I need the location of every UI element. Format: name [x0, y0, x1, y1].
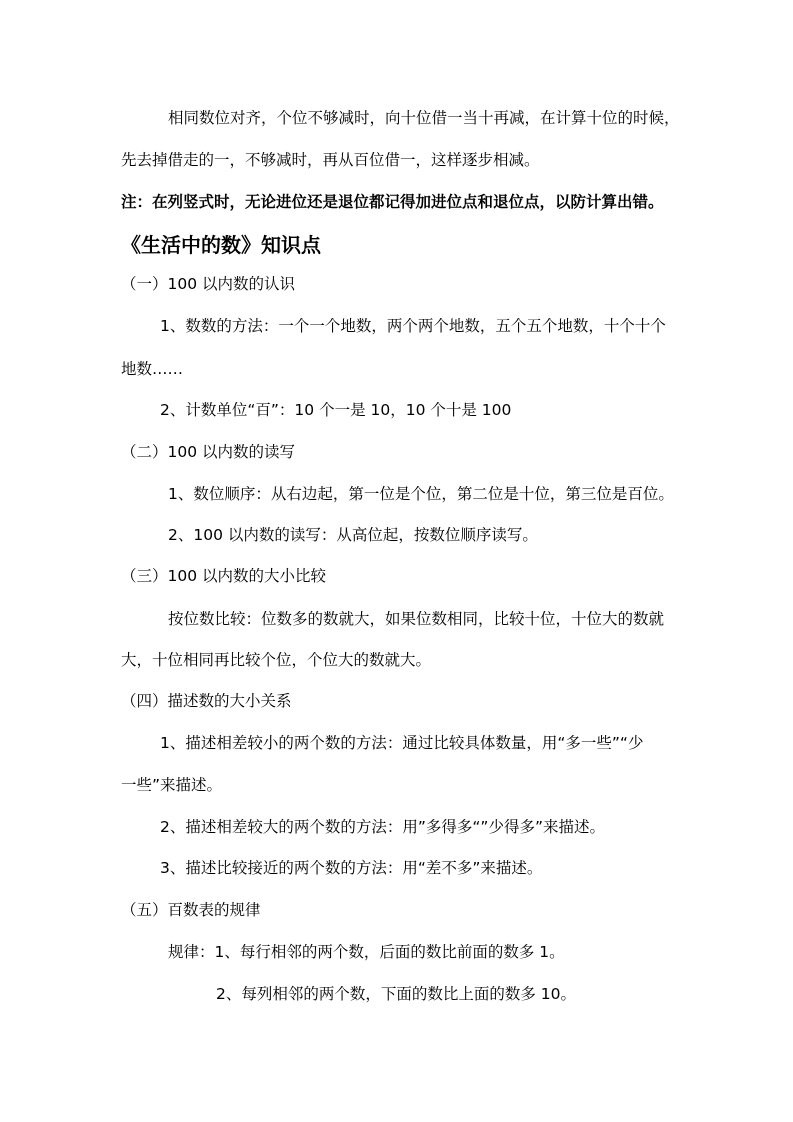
paragraph-line: 相同数位对齐，个位不够减时，向十位借一当十再减，在计算十位的时候，	[168, 109, 680, 127]
paragraph-line: 2、100 以内数的读写：从高位起，按数位顺序读写。	[168, 526, 538, 544]
subsection-heading: （四）描述数的大小关系	[121, 692, 292, 710]
paragraph-line: 1、描述相差较小的两个数的方法：通过比较具体数量，用“多一些”“少	[160, 734, 644, 752]
note-line: 注：在列竖式时，无论进位还是退位都记得加进位点和退位点，以防计算出错。	[121, 193, 664, 211]
paragraph-line: 按位数比较：位数多的数就大，如果位数相同，比较十位，十位大的数就	[168, 610, 665, 628]
paragraph-line: 一些”来描述。	[121, 776, 223, 794]
paragraph-line: 大，十位相同再比较个位，个位大的数就大。	[121, 651, 432, 669]
subsection-heading: （五）百数表的规律	[121, 901, 261, 919]
paragraph-line: 2、每列相邻的两个数，下面的数比上面的数多 10。	[216, 985, 577, 1003]
paragraph-line: 1、数数的方法：一个一个地数，两个两个地数，五个五个地数，十个十个	[160, 317, 666, 335]
subsection-heading: （三）100 以内数的大小比较	[121, 567, 327, 585]
subsection-heading: （一）100 以内数的认识	[121, 275, 296, 293]
section-title: 《生活中的数》知识点	[121, 233, 321, 257]
paragraph-line: 规律：1、每行相邻的两个数，后面的数比前面的数多 1。	[168, 943, 565, 961]
paragraph-line: 地数……	[121, 360, 184, 378]
paragraph-line: 先去掉借走的一，不够减时，再从百位借一，这样逐步相减。	[121, 151, 540, 169]
subsection-heading: （二）100 以内数的读写	[121, 443, 296, 461]
paragraph-line: 2、描述相差较大的两个数的方法：用”多得多“”少得多”来描述。	[160, 818, 605, 836]
paragraph-line: 3、描述比较接近的两个数的方法：用“差不多”来描述。	[160, 859, 543, 877]
paragraph-line: 2、计数单位“百”：10 个一是 10，10 个十是 100	[160, 401, 512, 419]
paragraph-line: 1、数位顺序：从右边起，第一位是个位，第二位是十位，第三位是百位。	[168, 485, 674, 503]
